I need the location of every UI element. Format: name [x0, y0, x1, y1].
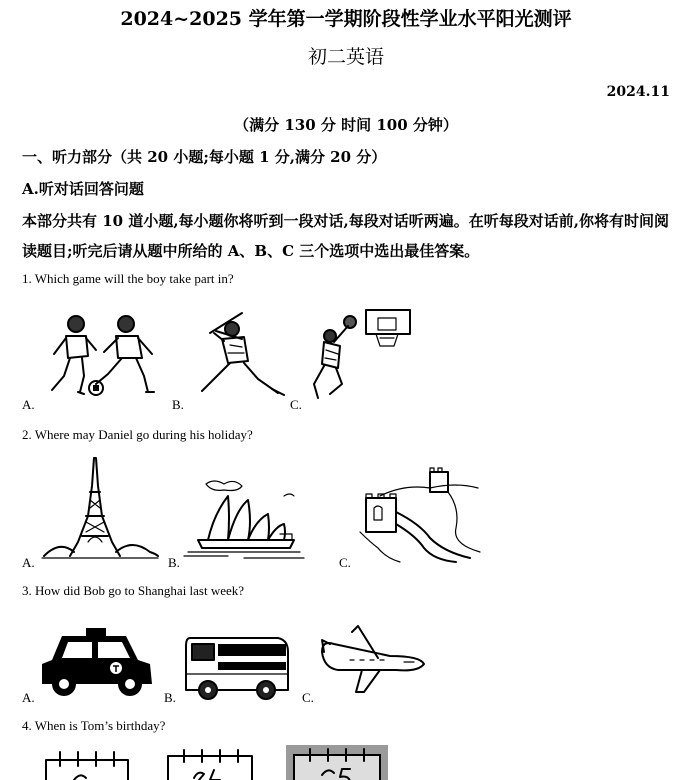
score-info: （满分 130 分 时间 100 分钟）	[234, 116, 458, 134]
question-3	[22, 583, 244, 599]
option-label[interactable]: C.	[290, 397, 302, 412]
part-title: A.听对话回答问题	[22, 180, 144, 198]
eiffel-tower-icon	[40, 456, 160, 562]
page-subtitle: 初二英语	[307, 46, 384, 68]
option-label[interactable]: B.	[172, 397, 184, 412]
instruction-text: 本部分共有 10 道小题,每小题你将听到一段对话,每段对话听两遍。在听每段对话前,你将有时间阅读题目;听完后请从题中所给的 A、B、C 三个选项中选出最佳答案。	[22, 212, 669, 260]
option-label[interactable]: B.	[164, 690, 176, 705]
option-label[interactable]: C.	[302, 690, 314, 705]
sydney-opera-house-icon	[184, 474, 304, 566]
question-text: When is Tom’s birthday?	[34, 718, 166, 733]
option-label[interactable]: C.	[339, 555, 351, 570]
calendar-icon	[44, 750, 130, 780]
great-wall-icon	[360, 468, 486, 562]
exam-date: 2024.11	[606, 84, 670, 100]
question-2	[22, 427, 253, 443]
question-4	[22, 718, 165, 734]
option-label[interactable]: A.	[22, 690, 35, 705]
question-number: 2.	[22, 427, 32, 442]
calendar-icon	[286, 745, 388, 780]
football-players-icon	[44, 312, 164, 400]
question-1	[22, 271, 234, 287]
page-title: 2024~2025 学年第一学期阶段性学业水平阳光测评	[120, 8, 572, 30]
airplane-icon	[318, 622, 428, 696]
question-text: Which game will the boy take part in?	[34, 271, 234, 286]
question-text: How did Bob go to Shanghai last week?	[35, 583, 245, 598]
baseball-player-icon	[192, 305, 292, 401]
option-label[interactable]: B.	[168, 555, 180, 570]
option-label[interactable]: A.	[22, 555, 35, 570]
option-label[interactable]: A.	[22, 397, 35, 412]
question-number: 1.	[22, 271, 32, 286]
section-heading: 一、听力部分（共 20 小题;每小题 1 分,满分 20 分）	[22, 148, 387, 166]
basketball-player-icon	[308, 306, 420, 402]
bus-icon	[182, 634, 290, 702]
calendar-icon	[166, 748, 254, 780]
question-text: Where may Daniel go during his holiday?	[34, 427, 253, 442]
question-number: 3.	[22, 583, 32, 598]
taxi-icon	[40, 626, 154, 700]
question-number: 4.	[22, 718, 32, 733]
